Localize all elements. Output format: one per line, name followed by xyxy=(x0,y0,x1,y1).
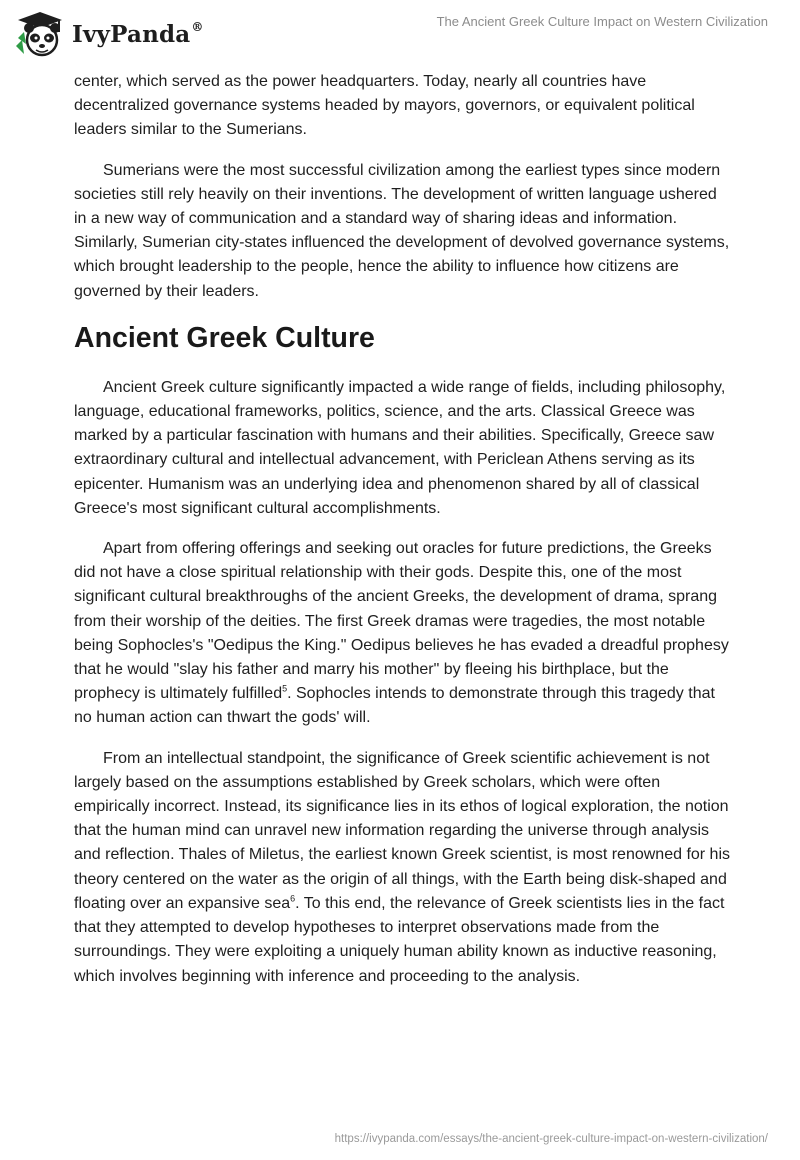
paragraph-4 xyxy=(74,537,730,731)
footnote-ref-6[interactable]: 6 xyxy=(290,893,296,904)
paragraph-4-text-a: Apart from offering offerings and seeking out oracles for future predictions, the Greeks did not have a close spiritual relationship with their gods. Despite this, one of the most significant cultural breakthroughs of the ancient Greeks, the development of drama, sprang from their worship of the deities. The first Greek dramas were tragedies, the most notable being Sophocles's "Oedipus the King." Oedipus believes he has evaded a dreadful prophesy that he would "slay his father and marry his mother" by fleeing his birthplace, but the prophecy is ultimately fulfilled xyxy=(74,540,729,703)
paragraph-1: center, which served as the power headquarters. Today, nearly all countries have decentralized governance systems headed by mayors, governors, or equivalent political leaders similar to the Sumerians. xyxy=(74,73,695,139)
brand-name xyxy=(72,21,204,48)
panda-graduation-icon xyxy=(14,10,66,58)
section-heading: Ancient Greek Culture xyxy=(74,321,375,354)
brand-logo[interactable] xyxy=(14,8,204,60)
paragraph-5 xyxy=(74,747,730,989)
footnote-ref-5[interactable]: 5 xyxy=(282,683,288,694)
paragraph-5-text-b: . To this end, the relevance of Greek scientists lies in the fact that they attempted to develop hypotheses to interpret observations made from the surroundings. They were exploiting a uniquely human ability known as inductive reasoning, which involves beginning with inference and proceeding to the analysis. xyxy=(74,894,725,985)
paragraph-5-text-a: From an intellectual standpoint, the significance of Greek scientific achievement is not largely based on the assumptions established by Greek scholars, which were often empirically incorrect. Instead, its significance lies in its ethos of logical exploration, the notion that the human mind can unravel new information regarding the universe through analysis and reflection. Thales of Miletus, the earliest known Greek scientist, is most renowned for his theory centered on the water as the origin of all things, with the Earth being disk-shaped and floating over an expansive sea xyxy=(74,749,731,912)
brand-name-text: IvyPanda xyxy=(72,20,191,48)
page-header xyxy=(0,0,800,66)
essay-content xyxy=(74,70,730,1005)
paragraph-3: Ancient Greek culture significantly impacted a wide range of fields, including philosophy, language, educational frameworks, politics, science, and the arts. Classical Greece was marked by a particular fascination with humans and their abilities. Specifically, Greece saw extraordinary cultural and intellectual advancement, with Periclean Athens serving as its epicenter. Humanism was an underlying idea and phenomenon shared by all of classical Greece's most significant cultural accomplishments. xyxy=(74,378,726,517)
document-title: The Ancient Greek Culture Impact on Western Civilization xyxy=(436,14,768,29)
paragraph-2: Sumerians were the most successful civilization among the earliest types since modern societies still rely heavily on their inventions. The development of written language ushered in a new way of communication and a standard way of sharing ideas and information. Similarly, Sumerian city-states influenced the development of devolved governance systems, which brought leadership to the people, hence the ability to influence how citizens are governed by their leaders. xyxy=(74,161,730,300)
source-url[interactable]: https://ivypanda.com/essays/the-ancient-greek-culture-impact-on-western-civilization/ xyxy=(334,1133,768,1145)
paragraph-4-text-b: . Sophocles intends to demonstrate through this tragedy that no human action can thwart the gods' will. xyxy=(74,685,715,727)
registered-mark: ® xyxy=(191,19,204,34)
